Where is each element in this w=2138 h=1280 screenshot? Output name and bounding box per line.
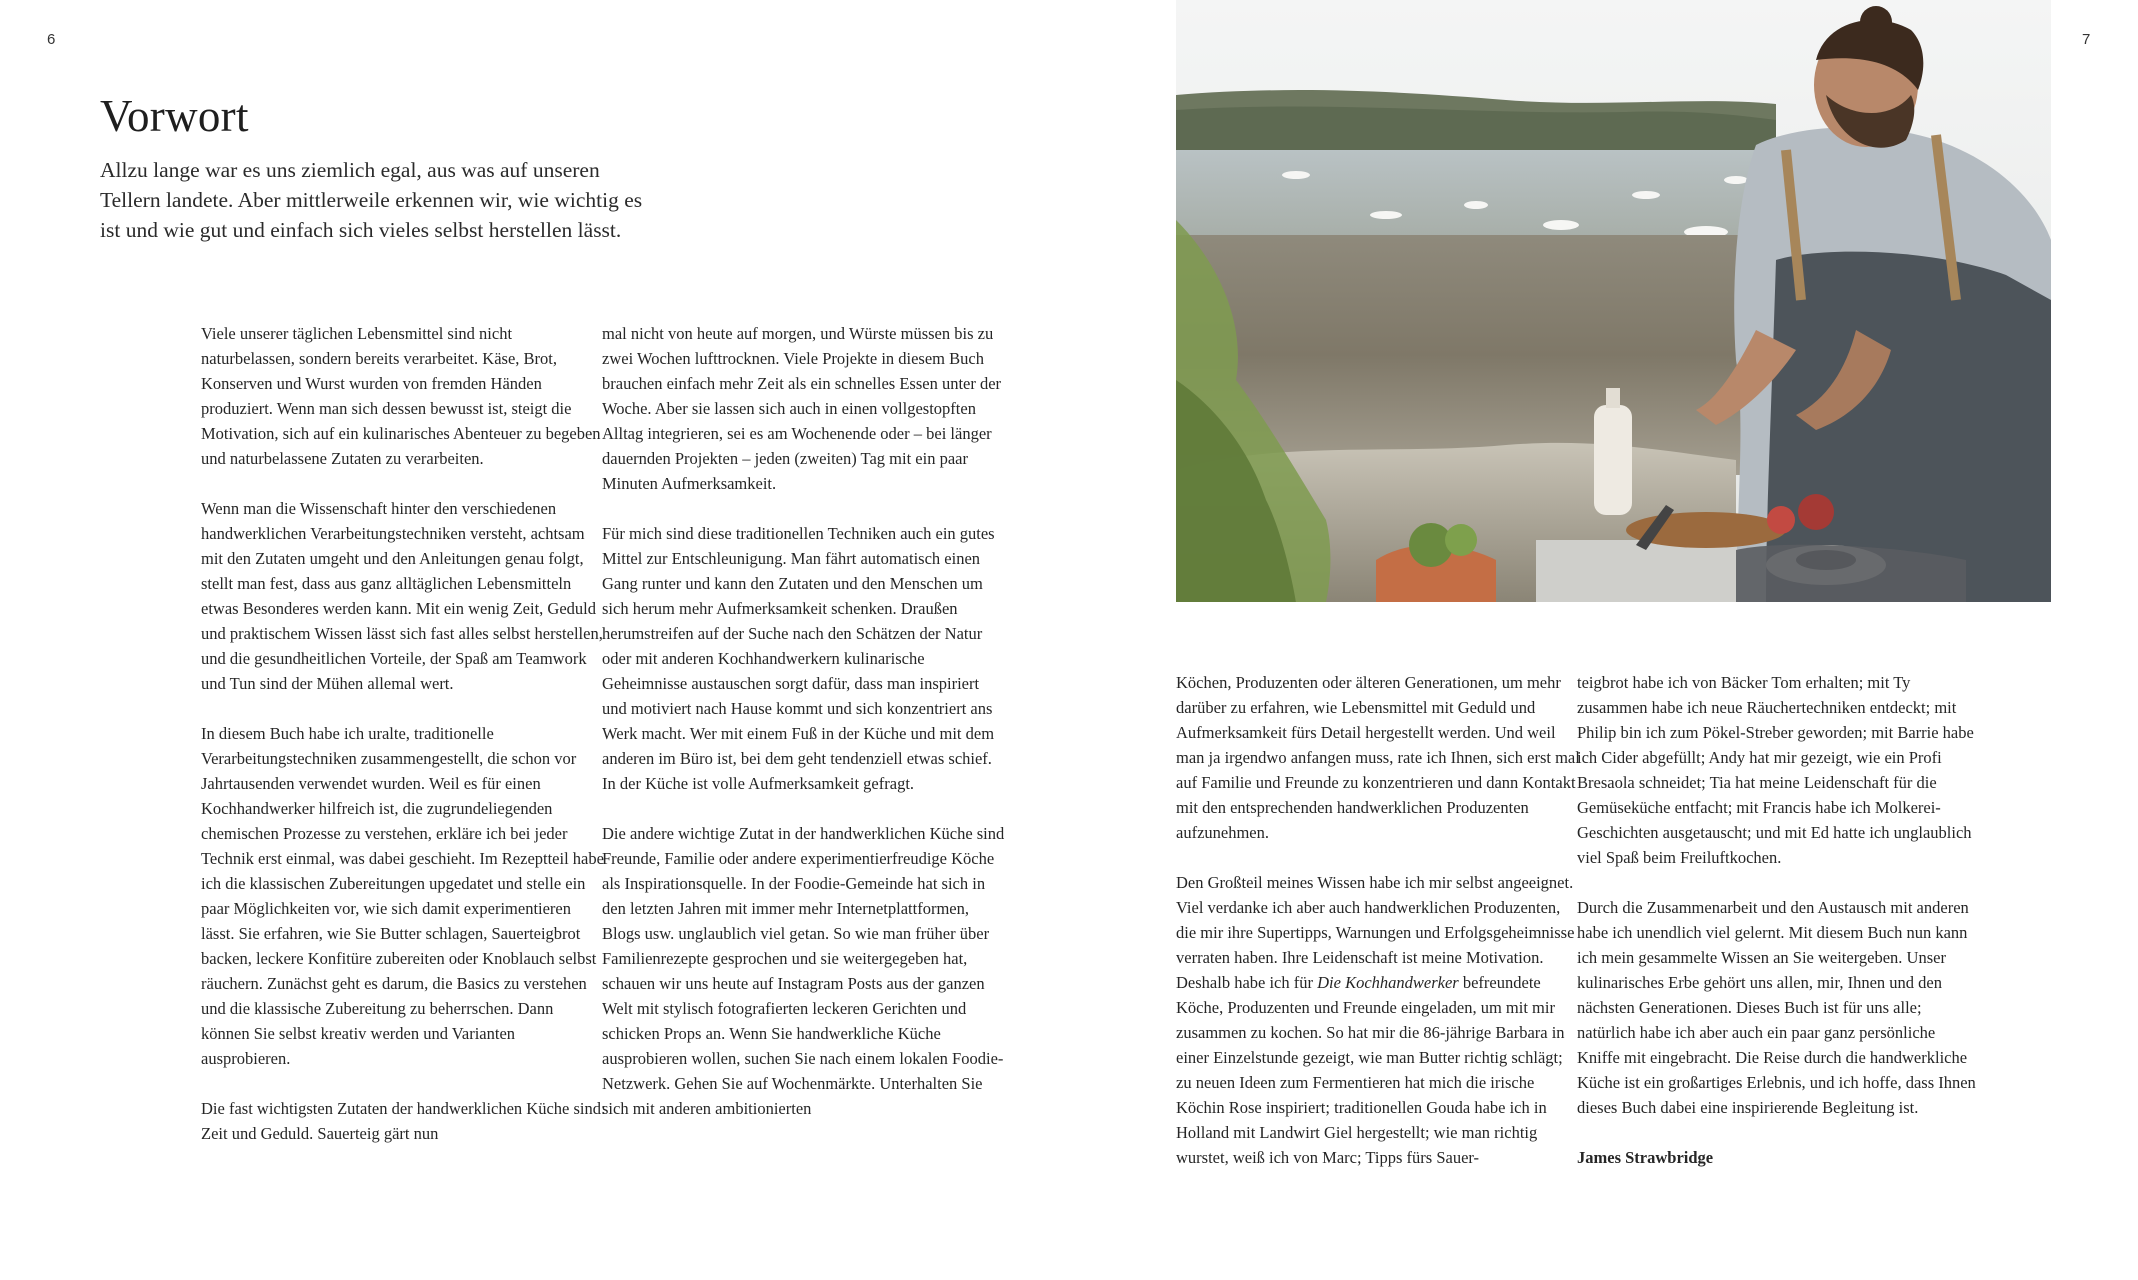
paragraph: Viele unserer täglichen Lebensmittel sind nicht naturbelassen, sondern bereits verarbeitet. Käse, Brot, Konserven und Wurst wurden von fremden Händen produziert. Wenn man sich dessen bewusst ist, steigt die Motivation, sich auf ein kulinarisches Abenteuer zu begeben und naturbelassene Zutaten zu verarbeiten. [201,324,601,468]
pomegranate [1798,494,1834,530]
text-column-3 [1176,670,1581,1170]
lead-paragraph: Allzu lange war es uns ziemlich egal, aus was auf unseren Tellern landete. Aber mittlerweile erkennen wir, wie wichtig es ist und wie gut und einfach sich vieles selbst herstellen lässt. [100,158,643,242]
paragraph: Wenn man die Wissenschaft hinter den verschiedenen handwerklichen Verarbeitungstechniken versteht, achtsam mit den Zutaten umgeht und den Anleitungen genau folgt, stellt man fest, dass aus ganz alltäglichen Lebensmitteln etwas Besonderes werden kann. Mit ein wenig Zeit, Geduld und praktischem Wissen lässt sich fast alles selbst herstellen, und die gesundheitlichen Vorteile, der Spaß am Teamwork und Tun sind der Mühen allemal wert. [201,499,603,693]
text-column-1 [201,321,606,1146]
text-column-2 [602,321,1007,1121]
page-title: Vorwort [100,91,249,141]
paragraph [1176,870,1581,1170]
author-signature: James Strawbridge [1577,1148,1714,1167]
paragraph: teigbrot habe ich von Bäcker Tom erhalten; mit Ty zusammen habe ich neue Räuchertechniken entdeckt; mit Philip bin ich zum Pökel-Streber geworden; mit Barrie habe ich Cider abgefüllt; Andy hat mir gezeigt, wie ein Profi Bresaola schneidet; Tia hat meine Leidenschaft für die Gemüseküche entfacht; mit Francis habe ich Molkerei-Geschichten ausgetauscht; und mit Ed hatte ich unglaublich viel Spaß beim Freiluftkochen. [1577,673,1974,867]
paragraph-text: befreundete Köche, Produzenten und Freunde eingeladen, um mit mir zusammen zu kochen. So hat mir die 86-jährige Barbara in einer Einzelstunde gezeigt, wie man Butter richtig schlägt; zu neuen Ideen zum Fermentieren hat mich die irische Köchin Rose inspiriert; traditionellen Gouda habe ich in Holland mit Landwirt Giel hergestellt; wie man richtig wurstet, weiß ich von Marc; Tipps fürs Sauer- [1176,973,1565,1167]
paragraph: mal nicht von heute auf morgen, und Würste müssen bis zu zwei Wochen lufttrocknen. Viele Projekte in diesem Buch brauchen einfach mehr Zeit als ein schnelles Essen unter der Woche. Aber sie lassen sich auch in einen vollgestopften Alltag integrieren, sei es am Wochenende oder – bei länger dauernden Projekten – jeden (zweiten) Tag mit ein paar Minuten Aufmerksamkeit. [602,324,1002,493]
paragraph: Köchen, Produzenten oder älteren Generationen, um mehr darüber zu erfahren, wie Lebensmittel mit Geduld und Aufmerksamkeit fürs Detail hergestellt werden. Und weil man ja irgendwo anfangen muss, rate ich Ihnen, sich erst mal auf Familie und Freunde zu konzentrieren und dann Kontakt mit den entsprechenden handwerklichen Produzenten aufzunehmen. [1176,673,1580,842]
squeeze-bottle [1594,405,1632,515]
page-number-left: 6 [47,31,56,48]
paragraph: Durch die Zusammenarbeit und den Austausch mit anderen habe ich unendlich viel gelernt. Mit diesem Buch nun kann ich mein gesammelte Wissen an Sie weitergeben. Unser kulinarisches Erbe gehört uns allen, mir, Ihnen und den nächsten Generationen. Dieses Buch ist für uns alle; natürlich habe ich aber auch ein paar ganz persönliche Kniffe mit eingebracht. Die Reise durch die handwerkliche Küche ist ein großartiges Erlebnis, und ich hoffe, dass Ihnen dieses Buch dabei eine inspirierende Begleitung ist. [1577,898,1976,1117]
paragraph: Die fast wichtigsten Zutaten der handwerklichen Küche sind: Zeit und Geduld. Sauerteig gärt nun [201,1099,606,1143]
book-title: Die Kochhandwerker [1317,973,1459,992]
photo-chef-by-sea [1176,0,2051,602]
paragraph: Für mich sind diese traditionellen Techniken auch ein gutes Mittel zur Entschleunigung. Man fährt automatisch einen Gang runter und kann den Zutaten und den Menschen um sich herum mehr Aufmerksamkeit schenken. Draußen herumstreifen auf der Suche nach den Schätzen der Natur oder mit anderen Kochhandwerkern kulinarische Geheimnisse austauschen sorgt dafür, dass man inspiriert und motiviert nach Hause kommt und sich konzentriert ans Werk macht. Wer mit einem Fuß in der Küche und mit dem anderen im Büro ist, bei dem geht tendenziell etwas schief. In der Küche ist volle Aufmerksamkeit gefragt. [602,524,995,793]
paragraph-text: Den Großteil meines Wissen habe ich mir selbst angeeignet. Viel verdanke ich aber auch handwerklichen Produzenten, die mir ihre Supertipps, Warnungen und Erfolgsgeheimnisse verraten haben. Ihre Leidenschaft ist meine Motivation. Deshalb habe ich für [1176,873,1575,992]
paragraph: Die andere wichtige Zutat in der handwerklichen Küche sind Freunde, Familie oder andere experimentierfreudige Köche als Inspirationsquelle. In der Foodie-Gemeinde hat sich in den letzten Jahren mit immer mehr Internetplattformen, Blogs usw. unglaublich viel getan. So wie man früher über Familienrezepte gesprochen und sie weitergegeben hat, schauen wir uns heute auf Instagram Posts aus der ganzen Welt mit stylisch fotografierten leckeren Gerichten und schicken Props an. Wenn Sie handwerkliche Küche ausprobieren wollen, suchen Sie nach einem lokalen Foodie-Netzwerk. Gehen Sie auf Wochenmärkte. Unterhalten Sie sich mit anderen ambitionierten [602,824,1005,1118]
chef-photo-illustration [1176,0,2051,602]
hair-bun [1860,6,1892,38]
paragraph: In diesem Buch habe ich uralte, traditionelle Verarbeitungstechniken zusammengestellt, die schon vor Jahrtausenden verwendet wurden. Weil es für einen Kochhandwerker hilfreich ist, die zugrundeliegenden chemischen Prozesse zu verstehen, erkläre ich bei jeder Technik erst einmal, was dabei geschieht. Im Rezeptteil habe ich die klassischen Zubereitungen upgedatet und stelle ein paar Möglichkeiten vor, wie sich damit experimentieren lässt. Sie erfahren, wie Sie Butter schlagen, Sauerteigbrot backen, leckere Konfitüre zubereiten oder Knoblauch selbst räuchern. Zunächst geht es darum, die Basics zu verstehen und die klassische Zubereitung zu beherrschen. Dann können Sie selbst kreativ werden und Varianten ausprobieren. [201,724,604,1068]
text-column-4 [1577,670,1982,1170]
page-number-right: 7 [2082,31,2091,48]
